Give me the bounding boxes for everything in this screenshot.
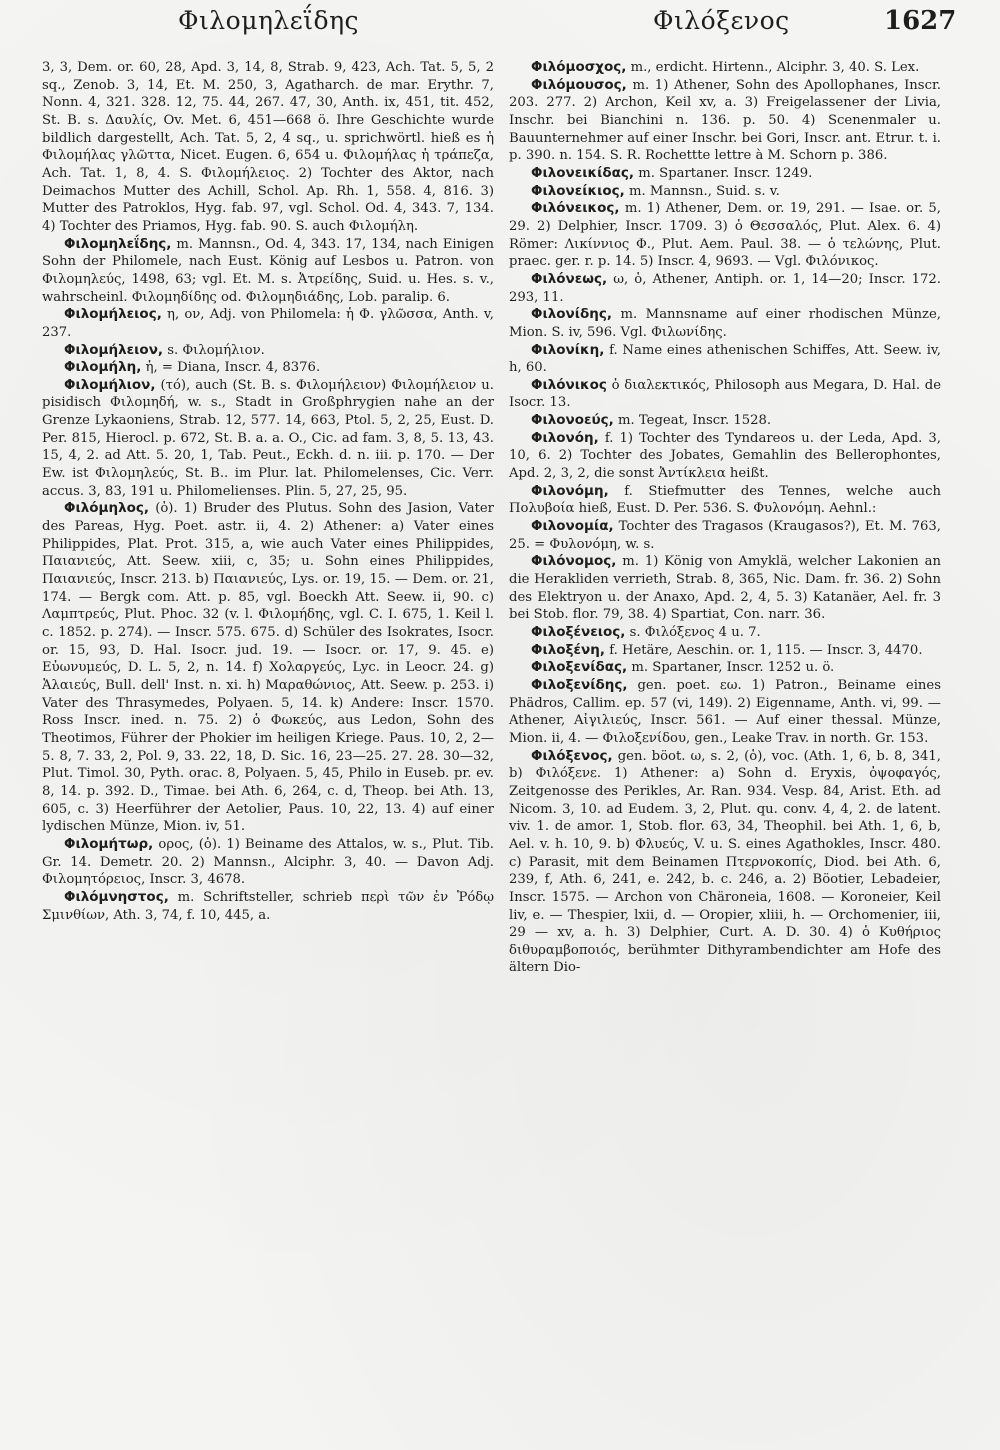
entry-text: η, ον, Adj. von Philomela: ἡ Φ. γλῶσσα, Anth. v, 237. xyxy=(42,307,494,340)
entry-headword: Φιλόνεως, xyxy=(531,270,608,287)
entry-text: s. Φιλομήλιον. xyxy=(167,342,265,358)
entry-text: f. Stiefmutter des Tennes, welche auch Πολυβοία hieß, Eust. D. Per. 536. S. Φυλονόμη. Aehnl.: xyxy=(509,483,941,517)
dictionary-entry xyxy=(509,659,941,677)
dictionary-entry xyxy=(509,748,941,978)
dictionary-entry xyxy=(509,271,941,306)
dictionary-entry xyxy=(42,359,494,377)
dictionary-entry xyxy=(509,59,941,77)
entry-text: ὁ διαλεκτικός, Philosoph aus Megara, D. Hal. de Isocr. 13. xyxy=(509,377,941,411)
entry-headword: Φιλονείκιος, xyxy=(531,182,625,199)
entry-text: (ὁ). 1) Bruder des Plutus. Sohn des Jasion, Vater des Pareas, Hyg. Poet. astr. ii, 4. 2) Athener: a) Vater eines Philippides, Plat. Prot. 315, a, wie auch Vater eines Philippides, Παιανιεύς, Att. Seew. xiii, c, 35; u. Sohn eines Philippides, Παιανιεύς, Inscr. 213. b) Παιανιεύς, Lys. or. 19, 15. — Dem. or. 21, 174. — Bergk com. Att. p. 85, vgl. Boeckh Att. Seew. ii, 90. c) Λαμπτρεύς, Plut. Phoc. 32 (v. l. Φιλομήδης, vgl. C. I. 675, 1. Keil l. c. 1852. p. 274). — Inscr. 575. 675. d) Schüler des Isokrates, Isocr. or. 15, 93, D. Hal. Isocr. jud. 19. — Isocr. or. 17, 9. 45. e) Εὐωνυμεύς, D. L. 5, 2, n. 14. f) Χολαργεύς, Lyc. in Leocr. 24. g) Ἁλαιεύς, Bull. dell' Inst. n. xi. h) Μαραθώνιος, Att. Seew. p. 253. i) Vater des Thrasymedes, Polyaen. 5, 14. k) Andere: Inscr. 1570. Ross Inscr. ined. n. 75. 2) ὁ Φωκεύς, aus Ledon, Sohn des Theotimos, Führer der Phokier im heiligen Kriege. Paus. 10, 2, 2—5. 8, 7. 33, 2, Pol. 9, 33. 22, 18, D. Sic. 16, 23—25. 27. 28. 30—32, Plut. Timol. 30, Pyth. orac. 8, Polyaen. 5, 45, Philo in Euseb. pr. ev. 8, 14. p. 392. D., Timae. bei Ath. 6, 264, c. d, Theop. bei Ath. 13, 605, c. 3) Heerführer der Aetolier, Paus. 10, 22, 13. 4) auf einer lydischen Münze, Mion. iv, 51. xyxy=(42,501,494,835)
entry-text: s. Φιλόξενος 4 u. 7. xyxy=(629,625,761,640)
entry-text: m. Spartaner. Inscr. 1249. xyxy=(638,165,813,181)
entry-text: m. Schriftsteller, schrieb περὶ τῶν ἐν Ῥόδῳ Σμινθίων, Ath. 3, 74, f. 10, 445, a. xyxy=(42,889,494,923)
entry-text: m. Mannsname auf einer rhodischen Münze, Mion. S. iv, 596. Vgl. Φιλωνίδης. xyxy=(509,307,941,340)
entry-headword: Φιλοξενίδας, xyxy=(531,659,628,676)
entry-headword: Φιλοξένη, xyxy=(531,641,605,658)
dictionary-entry xyxy=(509,553,941,624)
dictionary-entry xyxy=(509,642,941,660)
dictionary-entry xyxy=(42,236,494,307)
entry-headword: Φιλόνικος xyxy=(531,376,607,393)
dictionary-entry xyxy=(509,677,941,748)
dictionary-entry xyxy=(42,836,494,889)
entry-text: ω, ὁ, Athener, Antiph. or. 1, 14—20; Inscr. 172. 293, 11. xyxy=(509,271,942,305)
dictionary-entry xyxy=(509,77,941,165)
entry-headword: Φιλομήλη, xyxy=(64,359,142,376)
dictionary-entry xyxy=(509,200,941,271)
entry-text: m., erdicht. Hirtenn., Alciphr. 3, 40. S. Lex. xyxy=(630,60,920,75)
running-header xyxy=(0,6,1000,42)
dictionary-entry xyxy=(509,306,941,341)
dictionary-entry xyxy=(509,483,941,518)
entry-headword: Φιλοξένειος, xyxy=(531,624,626,640)
entry-headword: Φιλομήλειος, xyxy=(64,306,162,323)
dictionary-entry xyxy=(42,500,494,835)
entry-headword: Φιλομήλιον, xyxy=(64,376,156,393)
entry-text: ορος, (ὁ). 1) Beiname des Attalos, w. s., Plut. Tib. Gr. 14. Demetr. 20. 2) Mannsn., Alciphr. 3, 40. — Davon Adj. Φιλομητόρειος, Inscr. 3, 4678. xyxy=(42,836,494,888)
left-running-head: Φιλομηλεΐδης xyxy=(178,6,360,35)
entry-headword: Φιλόμηλος, xyxy=(64,500,150,517)
entry-text: m. 1) König von Amyklä, welcher Lakonien an die Herakliden verrieth, Strab. 8, 365, Nic. Dam. fr. 36. 2) Sohn des Elektryon u. der Anaxo, Apd. 2, 4, 5. 3) Katanäer, Ael. fr. 3 bei Stob. flor. 79, 38. 4) Spartiat, Con. narr. 36. xyxy=(509,554,941,623)
dictionary-entry xyxy=(42,59,494,236)
entry-headword: Φιλονομία, xyxy=(531,518,614,535)
entry-text: m. Tegeat, Inscr. 1528. xyxy=(618,413,772,429)
entry-headword: Φιλομήλειον, xyxy=(64,341,164,358)
entry-text: 3, 3, Dem. or. 60, 28, Apd. 3, 14, 8, Strab. 9, 423, Ach. Tat. 5, 5, 2 sq., Zenob. 3, 14, Et. M. 250, 3, Agatharch. de mar. Erythr. 7, Nonn. 4, 321. 328. 12, 75. 44, 267. 47, 30, Anth. ix, 451, tit. 452, St. B. s. Δαυλίς, Ov. Met. 6, 451—668 ö. Ihre Geschichte wurde bildlich dargestellt, Ach. Tat. 5, 2, 4 sq., u. sprichwörtl. hieß es ἡ Φιλομήλας γλῶττα, Nicet. Eugen. 6, 654 u. Φιλομήλας ἡ τράπεζα, Ach. Tat. 1, 8, 4. S. Φιλομήλειος. 2) Tochter des Aktor, nach Deimachos Mutter des Achill, Schol. Ap. Rh. 1, 558. 4, 816. 3) Mutter des Patroklos, Hyg. fab. 97, vgl. Schol. Od. 4, 343. 7, 134. 4) Tochter des Priamos, Hyg. fab. 90. S. auch Φιλομήλη. xyxy=(42,60,494,234)
dictionary-entry xyxy=(42,889,494,924)
dictionary-entry xyxy=(42,306,494,341)
entry-headword: Φιλόξενος, xyxy=(531,747,613,764)
entry-text: Tochter des Tragasos (Kraugasos?), Et. M. 763, 25. = Φυλονόμη, w. s. xyxy=(509,519,941,552)
entry-text: gen. poet. εω. 1) Patron., Beiname eines Phädros, Callim. ep. 57 (vi, 149). 2) Eigenname, Anth. vi, 99. — Athener, Αἰγιλιεύς, Inscr. 561. — Auf einer thessal. Münze, Mion. ii, 4. — Φιλοξενίδου, gen., Leake Trav. in north. Gr. 153. xyxy=(509,677,941,746)
entry-headword: Φιλόνεικος, xyxy=(531,200,620,217)
dictionary-entry xyxy=(509,183,941,201)
left-column xyxy=(42,59,494,924)
dictionary-entry xyxy=(509,342,941,377)
entry-headword: Φιλόμουσος, xyxy=(531,76,627,93)
entry-headword: Φιλομηλεΐδης, xyxy=(64,235,172,252)
dictionary-entry xyxy=(42,377,494,501)
entry-text: f. Hetäre, Aeschin. or. 1, 115. — Inscr. 3, 4470. xyxy=(609,642,923,658)
dictionary-entry xyxy=(509,165,941,183)
entry-text: m. 1) Athener, Sohn des Apollophanes, Inscr. 203. 277. 2) Archon, Keil xv, a. 3) Freigelassener der Livia, Inschr. bei Bianchini n. 136. p. 50. 4) Scenenmaler u. Bauunternehmer auf einer Inschr. bei Gori, Inscr. ant. Etrur. t. i. p. 390. n. 154. S. R. Rochettte lettre à M. Schorn p. 386. xyxy=(509,77,942,164)
right-running-head: Φιλόξενος xyxy=(653,6,790,35)
entry-text: m. Mannsn., Od. 4, 343. 17, 134, nach Einigen Sohn der Philomele, nach Eust. König auf Lesbos u. Patron. von Φιλομηλεύς, 1498, 63; vgl. Et. M. s. Ἀτρείδης, Suid. u. Hes. s. v., wahrscheinl. Φιλομηδίδης od. Φιλομηδιάδης, Lob. paralip. 6. xyxy=(42,236,495,305)
entry-text: m. Spartaner, Inscr. 1252 u. ö. xyxy=(631,660,835,676)
entry-text: (τό), auch (St. B. s. Φιλομήλειον) Φιλομήλειον u. pisidisch Φιλομηδή, w. s., Stadt in Großphrygien nahe an der Grenze Lykaoniens, Strab. 12, 577. 14, 663, Ptol. 5, 2, 25, Eust. D. Per. 815, Hierocl. p. 672, St. B. a. a. O., Cic. ad fam. 3, 8, 5. 13, 43. 15, 4, 2. ad Att. 5. 20, 1, Tab. Peut., Eckh. d. n. iii. p. 170. — Der Ew. ist Φιλομηλεύς, St. B.. im Plur. lat. Philomelenses, Cic. Verr. accus. 3, 83, 191 u. Philomelienses. Plin. 5, 27, 25, 95. xyxy=(42,377,494,499)
entry-headword: Φιλονόη, xyxy=(531,429,599,446)
entry-text: gen. böot. ω, s. 2, (ὁ), voc. (Ath. 1, 6, b. 8, 341, b) Φιλόξενε. 1) Athener: a) Sohn d. Eryxis, ὀψοφαγός, Zeitgenosse des Perikles, Ar. Ran. 934. Vesp. 84, Arist. Eth. ad Nicom. 3, 10. ad Eudem. 3, 2, Plut. qu. conv. 4, 4, 2. de latent. viv. 1. de amor. 1, Stob. flor. 63, 34, Theophil. bei Ath. 1, 6, b, Ael. v. h. 10, 9. b) Φλυεύς, V. u. S. eines Agathokles, Inscr. 480. c) Parasit, mit dem Beinamen Πτερνοκοπίς, Diod. bei Ath. 6, 239, f, Ath. 6, 241, e. 242, b. c. 246, a. 2) Böotier, Lebadeier, Inscr. 1575. — Archon von Chäroneia, 1608. — Koroneier, Keil liv, e. — Thespier, lxii, d. — Oropier, xliii, h. — Orchomenier, iii, 29 — xv, a. h. 3) Delphier, Curt. A. D. 30. 4) ὁ Κυθήριος διθυραμβοποιός, berühmter Dithyrambendichter am Hofe des ältern Dio- xyxy=(509,748,941,976)
entry-headword: Φιλόνομος, xyxy=(531,553,617,570)
entry-headword: Φιλοξενίδης, xyxy=(531,676,628,693)
entry-headword: Φιλονίδης, xyxy=(531,306,613,323)
entry-headword: Φιλόμοσχος, xyxy=(531,59,627,75)
dictionary-entry xyxy=(42,342,494,360)
entry-text: ἡ, = Diana, Inscr. 4, 8376. xyxy=(145,360,321,376)
page-number: 1627 xyxy=(884,6,957,36)
entry-text: f. Name eines athenischen Schiffes, Att. Seew. iv, h, 60. xyxy=(509,342,941,376)
entry-headword: Φιλονίκη, xyxy=(531,341,605,358)
entry-headword: Φιλομήτωρ, xyxy=(64,835,154,852)
right-column xyxy=(509,59,941,977)
entry-headword: Φιλονόμη, xyxy=(531,482,609,499)
entry-headword: Φιλονεικίδας, xyxy=(531,164,635,181)
entry-headword: Φιλονοεύς, xyxy=(531,412,614,429)
dictionary-entry xyxy=(509,624,941,642)
entry-text: m. Mannsn., Suid. s. v. xyxy=(629,183,780,199)
entry-text: f. 1) Tochter des Tyndareos u. der Leda, Apd. 3, 10, 6. 2) Tochter des Jobates, Gemahlin des Bellerophontes, Apd. 2, 3, 2, die sonst Ἀντίκλεια heißt. xyxy=(509,430,941,482)
dictionary-entry xyxy=(509,377,941,412)
dictionary-entry xyxy=(509,430,941,483)
entry-text: m. 1) Athener, Dem. or. 19, 291. — Isae. or. 5, 29. 2) Delphier, Inscr. 1709. 3) ὁ Θεσσαλός, Plut. Alex. 6. 4) Römer: Λικίννιος Φ., Plut. Aem. Paul. 38. — ὁ τελώνης, Plut. praec. ger. r. p. 14. 5) Inscr. 4, 9693. — Vgl. Φιλόνικος. xyxy=(509,201,941,270)
dictionary-entry xyxy=(509,412,941,430)
dictionary-entry xyxy=(509,518,941,553)
entry-headword: Φιλόμνηστος, xyxy=(64,888,169,905)
